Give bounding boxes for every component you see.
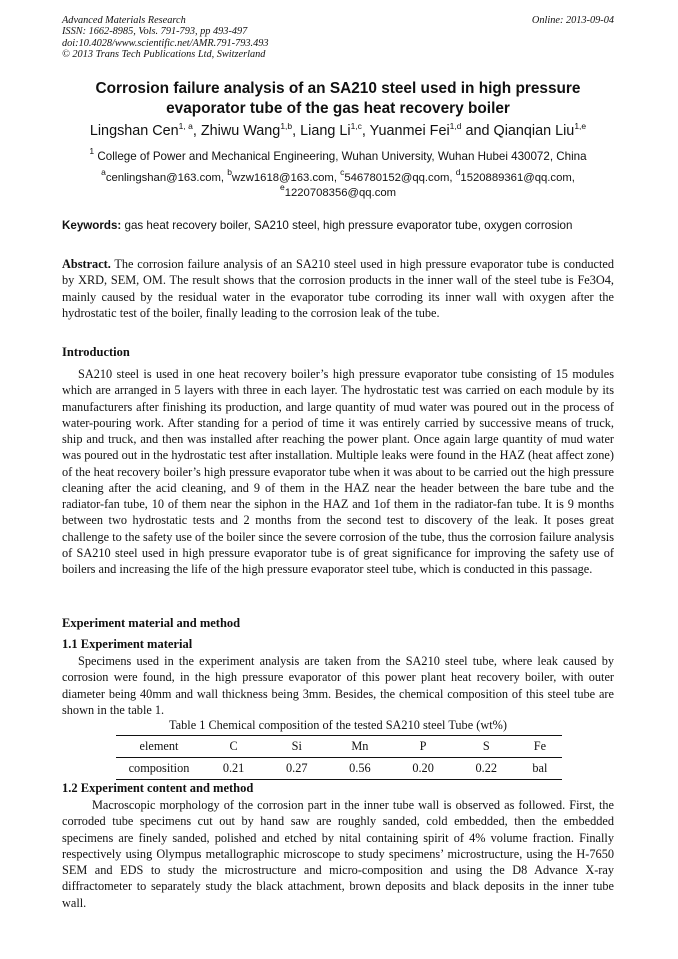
email-marker: c xyxy=(340,167,345,177)
author-affil-marker: 1,c xyxy=(350,121,362,131)
table-header-cell: Si xyxy=(291,739,302,753)
email-marker: d xyxy=(455,167,461,177)
author-affil-marker: 1,e xyxy=(574,121,587,131)
email-link[interactable]: 546780152@qq.com, xyxy=(344,172,456,184)
journal-issn: ISSN: 1662-8985, Vols. 791-793, pp 493-497 xyxy=(62,26,248,38)
email-marker: a xyxy=(101,167,106,177)
author-emails xyxy=(62,167,614,201)
table-cell: composition xyxy=(128,761,190,775)
author-name: Qianqian Liu xyxy=(493,123,575,139)
paper-title xyxy=(62,79,614,119)
email-line-1 xyxy=(62,167,614,186)
author-affil-marker: 1,d xyxy=(449,121,462,131)
author-name: Lingshan Cen xyxy=(89,123,179,139)
introduction-paragraph: SA210 steel is used in one heat recovery boiler’s high pressure evaporator tube consisting of 15 modules which are arranged in 5 layers with three in each layer. The hydrostatic test was carried on each module by its manufacturers after finishing its production, and large quantity of mud water was poured out in the process of water-pouring work. After standing for a period of time it was entirely carried by successive means of truck, ship and truck, and then was installed after reaching the power plant. Once again large quantity of mud water was poured out in the hydrostatic test after installation. Multiple leaks were found in the HAZ (heat affect zone) of the heat recovery boiler’s high pressure evaporator tube when it was about to be carried out the high pressure cleaning after the acid cleaning, and 9 of them in the HAZ near the header between the bare tube and the radiator-fan tube, 10 of them near the siphon in the HAZ and 1of them in the radiator-fan tube. It is 9 months between two hydrostatic tests and 2 months from the second test to discovery of the leak. It poses great challenge to the safety use of the boiler since the severe corrosion of the tube, thus the corrosion failure analysis of SA210 steel used in high pressure evaporator tube is of great significance for improving the safety use of boilers and increasing the life of the high pressure evaporator steel tube, which is conducted in this passage. xyxy=(62,367,614,576)
author-list xyxy=(62,122,614,140)
composition-table xyxy=(116,735,562,780)
table-cell: 0.27 xyxy=(285,761,308,775)
keywords-text: gas heat recovery boiler, SA210 steel, high pressure evaporator tube, oxygen corrosion xyxy=(124,219,573,232)
email-link[interactable]: 1220708356@qq.com xyxy=(284,187,397,199)
title-line-2: evaporator tube of the gas heat recovery boiler xyxy=(166,100,510,117)
material-paragraph: Specimens used in the experiment analysis are taken from the SA210 steel tube, where leak caused by corrosion were found, in the high pressure evaporator of this power plant heat recovery boiler, with outer diameter being 40mm and wall thickness being 3mm. Besides, the chemical composition of this steel tube are shown in the table 1. xyxy=(62,654,614,717)
table-header-cell: Fe xyxy=(533,739,547,753)
table-row xyxy=(116,758,562,780)
journal-doi: doi:10.4028/www.scientific.net/AMR.791-793.493 xyxy=(62,37,269,49)
journal-copyright: © 2013 Trans Tech Publications Ltd, Switzerland xyxy=(62,48,266,60)
author-name: Zhiwu Wang xyxy=(200,123,281,139)
author-separator: , xyxy=(192,123,201,139)
author-name: Yuanmei Fei xyxy=(369,123,450,139)
email-link[interactable]: 1520889361@qq.com, xyxy=(460,172,575,184)
online-date: Online: 2013-09-04 xyxy=(531,15,614,26)
abstract xyxy=(62,256,614,321)
keywords xyxy=(62,219,622,233)
author-affil-marker: 1, a xyxy=(178,121,193,131)
author-affil-marker: 1,b xyxy=(280,121,293,131)
method-paragraph: Macroscopic morphology of the corrosion part in the inner tube wall is observed as followed. First, the corroded tube specimens cut out by hand saw are roughly sanded, cold embedded, then the embedded specimens are finely sanded, polished and etched by nital containing spirit of 4% volume fraction. Finally respectively using Olympus metallographic microscope to study specimens’ microstructure, using the H-7650 SEM and EDS to study the microstructure and micro-composition and using the D8 Advance X-ray diffractometer to separately study the black attachment, brown deposits and black deposits in the inner tube wall. xyxy=(62,798,614,910)
table-cell: 0.20 xyxy=(412,761,434,775)
email-line-2 xyxy=(62,182,614,201)
journal-name: Advanced Materials Research xyxy=(62,15,186,26)
email-marker: b xyxy=(227,167,232,177)
table-header-cell: P xyxy=(419,739,427,753)
author-separator: , xyxy=(292,123,301,139)
section-heading-experiment: Experiment material and method xyxy=(62,616,241,630)
table-cell: bal xyxy=(532,761,548,775)
table-cell: 0.22 xyxy=(475,761,498,775)
table-header-cell: C xyxy=(229,739,238,753)
title-line-1: Corrosion failure analysis of an SA210 steel used in high pressure xyxy=(95,80,581,97)
abstract-text: The corrosion failure analysis of an SA210 steel used in high pressure evaporator tube is conducted by XRD, SEM, OM. The result shows that the corrosion products in the inner wall of the steel tube is Fe3O4, mainly caused by the residual water in the evaporator tube corroding its inner wall with oxygen after the hydrostatic test of the boiler, finally leading to the corrosion leak of the tube. xyxy=(62,257,614,320)
table-cell: 0.21 xyxy=(222,761,245,775)
abstract-label: Abstract. xyxy=(62,257,111,271)
email-link[interactable]: cenlingshan@163.com, xyxy=(105,172,228,184)
table-cell: 0.56 xyxy=(349,761,371,775)
table-header-cell: S xyxy=(482,739,490,753)
email-link[interactable]: wzw1618@163.com, xyxy=(231,172,341,184)
author-name: Liang Li xyxy=(300,123,351,139)
subsection-heading-method: 1.2 Experiment content and method xyxy=(62,781,254,795)
subsection-heading-material: 1.1 Experiment material xyxy=(62,637,193,651)
email-marker: e xyxy=(279,182,285,192)
table-header-cell: Mn xyxy=(351,739,369,753)
table-caption: Table 1 Chemical composition of the tested SA210 steel Tube (wt%) xyxy=(169,718,507,732)
keywords-label: Keywords: xyxy=(62,219,122,232)
affiliation-marker: 1 xyxy=(89,146,95,156)
section-heading-introduction: Introduction xyxy=(62,345,130,359)
author-separator: , xyxy=(361,123,370,139)
journal-header xyxy=(62,15,614,60)
table-header-cell: element xyxy=(139,739,179,753)
affiliation xyxy=(62,146,614,164)
affiliation-text: College of Power and Mechanical Engineering, Wuhan University, Wuhan Hubei 430072, China xyxy=(97,150,587,163)
table-header-row xyxy=(116,736,562,758)
author-separator: and xyxy=(461,123,494,139)
